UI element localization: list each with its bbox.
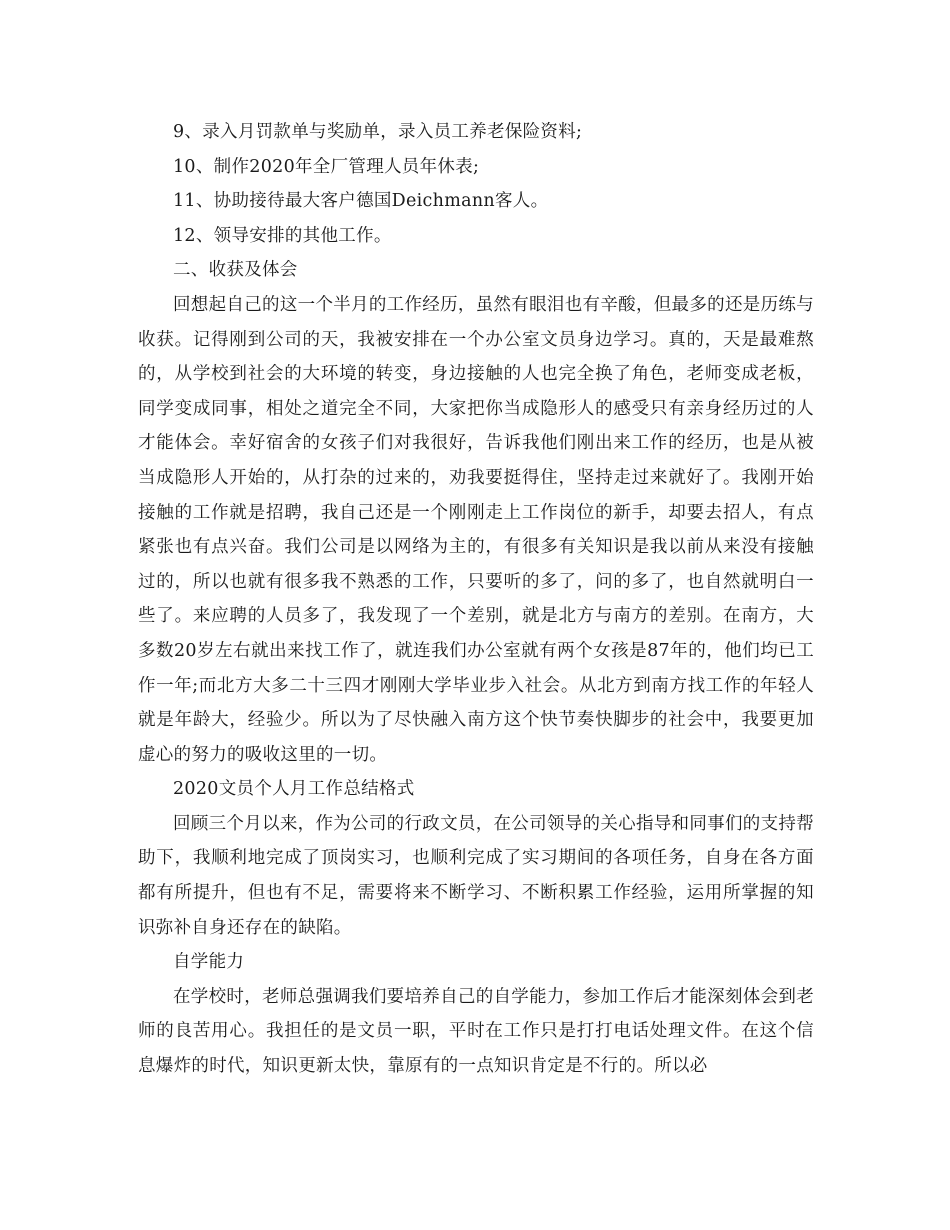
list-item-11: 11、协助接待最大客户德国Deichmann客人。 (173, 191, 549, 212)
document-body (138, 115, 814, 1084)
body-paragraph-self-study: 在学校时，老师总强调我们要培养自己的自学能力，参加工作后才能深刻体会到老师的良苦用心。我担任的是文员一职，平时在工作只是打打电话处理文件。在这个信息爆炸的时代，知识更新太快，靠原有的一点知识肯定是不行的。所以必 (138, 986, 814, 1077)
list-item-10: 10、制作2020年全厂管理人员年休表; (173, 156, 480, 177)
list-item-9: 9、录入月罚款单与奖励单，录入员工养老保险资料; (173, 122, 583, 142)
section-title-summary-format: 2020文员个人月工作总结格式 (173, 779, 415, 800)
section-heading-self-study: 自学能力 (173, 952, 245, 973)
body-paragraph-review: 回顾三个月以来，作为公司的行政文员，在公司领导的关心指导和同事们的支持帮助下，我顺利地完成了顶岗实习，也顺利完成了实习期间的各项任务，自身在各方面都有所提升，但也有不足，需要将来不断学习、不断积累工作经验，运用所掌握的知识弥补自身还存在的缺陷。 (138, 813, 814, 938)
body-paragraph-reflection: 回想起自己的这一个半月的工作经历，虽然有眼泪也有辛酸，但最多的还是历练与收获。记得刚到公司的天，我被安排在一个办公室文员身边学习。真的，天是最难熬的，从学校到社会的大环境的转变，身边接触的人也完全换了角色，老师变成老板，同学变成同事，相处之道完全不同，大家把你当成隐形人的感受只有亲身经历过的人才能体会。幸好宿舍的女孩子们对我很好，告诉我他们刚出来工作的经历，也是从被当成隐形人开始的，从打杂的过来的，劝我要挺得住，坚持走过来就好了。我刚开始接触的工作就是招聘，我自己还是一个刚刚走上工作岗位的新手，却要去招人，有点紧张也有点兴奋。我们公司是以网络为主的，有很多有关知识是我以前从来没有接触过的，所以也就有很多我不熟悉的工作，只要听的多了，问的多了，也自然就明白一些了。来应聘的人员多了，我发现了一个差别，就是北方与南方的差别。在南方，大多数20岁左右就出来找工作了，就连我们办公室就有两个女孩是87年的，他们均已工作一年;而北方大多二十三四才刚刚大学毕业步入社会。从北方到南方找工作的年轻人就是年龄大，经验少。所以为了尽快融入南方这个快节奏快脚步的社会中，我要更加虚心的努力的吸收这里的一切。 (138, 294, 814, 765)
list-item-12: 12、领导安排的其他工作。 (173, 225, 392, 246)
section-heading-gains: 二、收获及体会 (173, 260, 298, 281)
